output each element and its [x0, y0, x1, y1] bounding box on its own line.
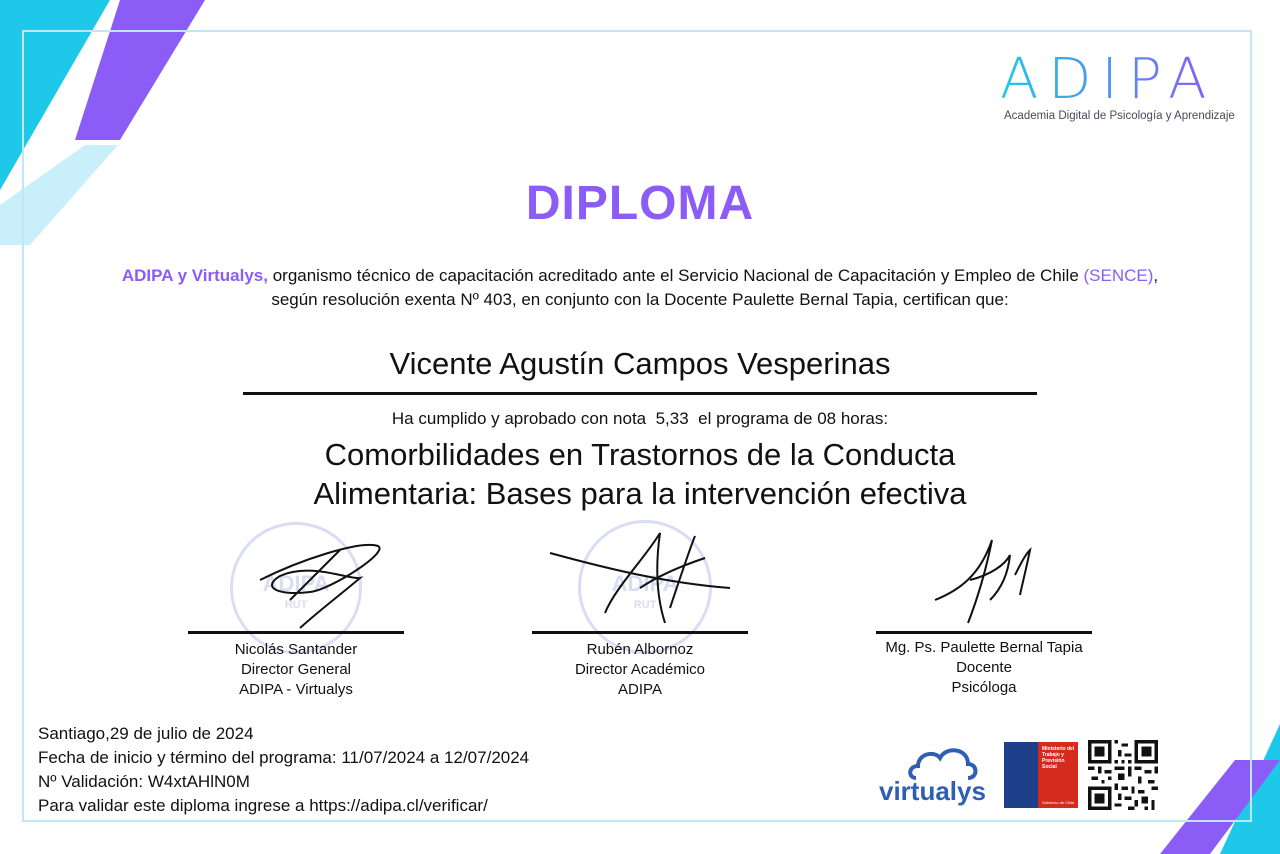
signer-role: Director General	[240, 661, 352, 678]
stamp-rut: RUT	[633, 599, 657, 611]
intro-text-1: organismo técnico de capacitación acreditado ante el Servicio Nacional de Capacitación y Empleo de Chile	[267, 266, 1084, 285]
diploma-title: DIPLOMA	[525, 177, 755, 230]
signer-role: Docente	[956, 659, 1012, 676]
signer-name: Mg. Ps. Paulette Bernal Tapia	[885, 639, 1083, 656]
signature-block	[188, 631, 404, 700]
signature-line	[532, 631, 748, 634]
signature-scribble	[240, 540, 390, 630]
verify-row	[38, 794, 529, 818]
logo-wordmark: ADIPA	[1000, 47, 1217, 112]
signature-scribble	[545, 528, 735, 628]
program-period-row	[38, 746, 529, 770]
course-title	[240, 435, 1040, 513]
signer-org: Psicóloga	[951, 679, 1017, 696]
qr-code[interactable]	[1088, 740, 1158, 810]
gov-logo-blue-panel	[1004, 742, 1038, 808]
verify-url[interactable]: https://adipa.cl/verificar/	[309, 796, 488, 815]
signature-block	[876, 631, 1092, 698]
stamp-rut: RUT	[284, 599, 308, 611]
validation-label: Nº Validación:	[38, 772, 144, 791]
course-title-line-1: Comorbilidades en Trastornos de la Conducta	[324, 437, 956, 472]
stamp-text: ADIPA	[262, 571, 330, 596]
signature-line	[876, 631, 1092, 634]
course-title-line-2: Alimentaria: Bases para la intervención efectiva	[313, 476, 967, 511]
validation-code: W4xtAHlN0M	[147, 772, 250, 791]
signer-org: ADIPA	[618, 681, 662, 698]
signer-name: Nicolás Santander	[234, 641, 358, 658]
approval-suffix: el programa de 08 horas:	[698, 409, 889, 428]
certificate-footer	[38, 722, 529, 818]
signer-role: Director Académico	[574, 661, 706, 678]
student-name: Vicente Agustín Campos Vesperinas	[389, 346, 891, 381]
gobierno-de-chile-logo	[1004, 742, 1078, 808]
intro-paragraph	[100, 264, 1180, 312]
signature-block	[532, 631, 748, 700]
virtualys-wordmark: virtualys	[879, 776, 986, 806]
verify-label: Para validar este diploma ingrese a	[38, 796, 305, 815]
gov-name-text: Gobierno de Chile	[1042, 800, 1075, 805]
signature-scribble	[930, 535, 1040, 625]
period-value: 11/07/2024 a 12/07/2024	[341, 748, 530, 767]
stamp-text: ADIPA	[611, 571, 679, 596]
virtualys-logo	[876, 744, 1000, 810]
logo-subtitle: Academia Digital de Psicología y Aprendizaje	[1004, 110, 1235, 122]
issue-date: 29 de julio de 2024	[109, 724, 254, 743]
approval-prefix: Ha cumplido y aprobado con nota	[391, 409, 647, 428]
approval-grade: 5,33	[655, 409, 689, 428]
student-name-underline	[243, 392, 1037, 395]
signer-org: ADIPA - Virtualys	[239, 681, 353, 698]
place-label: Santiago,	[38, 724, 110, 743]
gov-ministry-text: Ministerio del Trabajo y Previsión Social	[1042, 746, 1075, 770]
adipa-logo	[1000, 47, 1240, 132]
approval-text	[0, 409, 1280, 429]
org-names: ADIPA y Virtualys,	[121, 266, 268, 285]
issue-date-row	[38, 722, 529, 746]
intro-text-2: , según resolución exenta Nº 403, en conjunto con la Docente Paulette Bernal Tapia, certifican que:	[271, 266, 1159, 309]
signer-name: Rubén Albornoz	[586, 641, 694, 658]
validation-row	[38, 770, 529, 794]
period-label: Fecha de inicio y término del programa:	[38, 748, 337, 767]
sence-label: (SENCE)	[1083, 266, 1154, 285]
signature-line	[188, 631, 404, 634]
